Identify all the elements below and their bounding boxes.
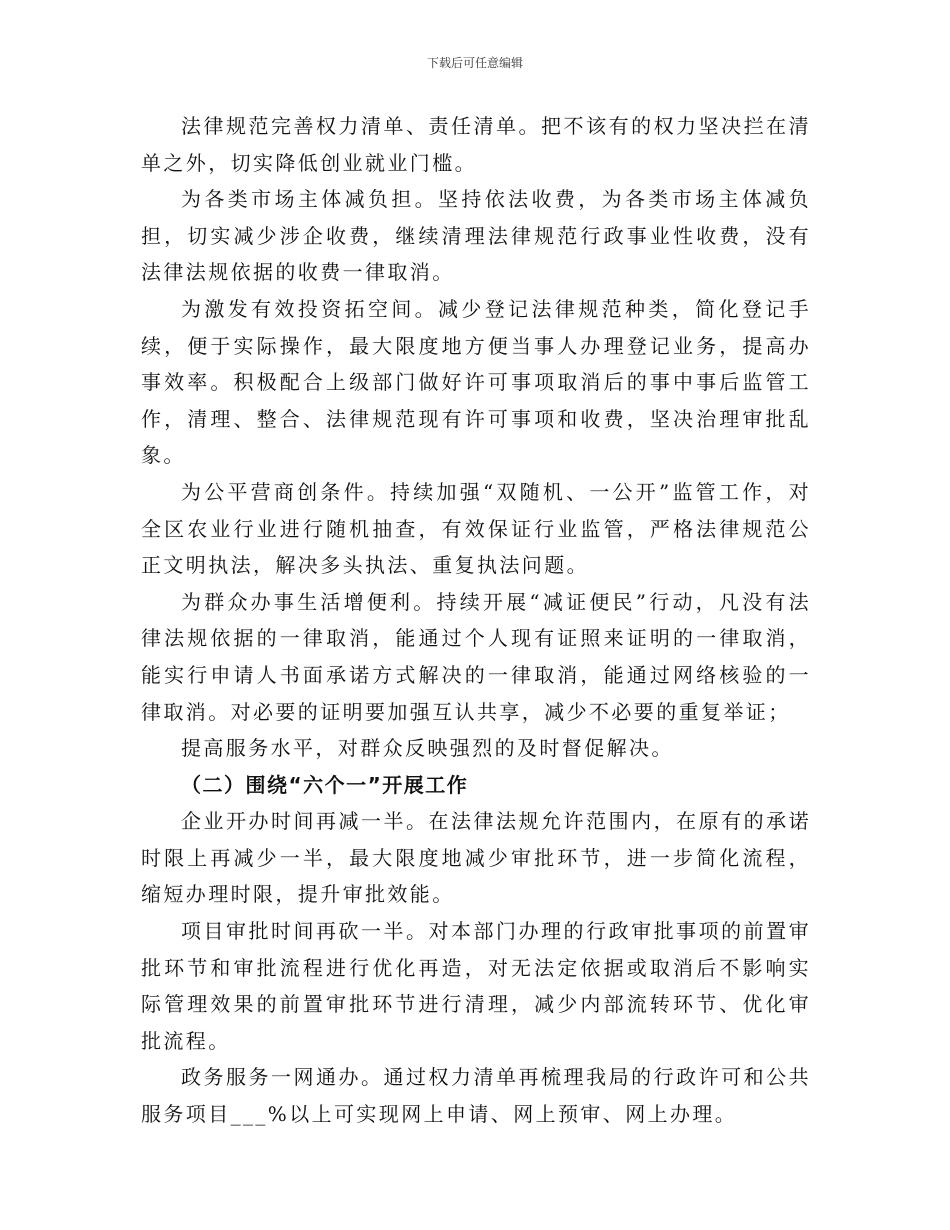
section-heading: （二）围绕“六个一”开展工作 [181, 772, 469, 797]
page-header: 下载后可任意编辑 [426, 56, 523, 70]
paragraph-service-level: 提高服务水平，对群众反映强烈的及时督促解决。 [181, 736, 674, 761]
paragraph-fair-business: 为公平营商创条件。持续加强“双随机、一公开”监管工作，对全区农业行业进行随机抽查，有效保证行业监管，严格法律规范公正文明执法，解决多头执法、重复执法问题。 [141, 479, 811, 578]
paragraph-business-startup: 企业开办时间再减一半。在法律法规允许范围内，在原有的承诺时限上再减少一半，最大限度地减少审批环节，进一步简化流程，缩短办理时限，提升审批效能。 [141, 809, 811, 907]
paragraph-power-list: 法律规范完善权力清单、责任清单。把不该有的权力坚决拦在清单之外，切实降低创业就业门槛。 [141, 114, 811, 175]
document-body [141, 108, 811, 1133]
paragraph-public-convenience: 为群众办事生活增便利。持续开展“减证便民”行动，凡没有法律法规依据的一律取消，能通过个人现有证照来证明的一律取消，能实行申请人书面承诺方式解决的一律取消，能通过网络核验的一律取消。对必要的证明要加强互认共享，减少不必要的重复举证； [141, 589, 811, 724]
paragraph-project-approval: 项目审批时间再砍一半。对本部门办理的行政审批事项的前置审批环节和审批流程进行优化再造，对无法定依据或取消后不影响实际管理效果的前置审批环节进行清理，减少内部流转环节、优化审批流程。 [141, 919, 811, 1053]
paragraph-investment-space: 为激发有效投资拓空间。减少登记法律规范种类，简化登记手续，便于实际操作，最大限度地方便当事人办理登记业务，提高办事效率。积极配合上级部门做好许可事项取消后的事中事后监管工作，清理、整合、法律规范现有许可事项和收费，坚决治理审批乱象。 [141, 296, 811, 468]
paragraph-reduce-burden: 为各类市场主体减负担。坚持依法收费，为各类市场主体减负担，切实减少涉企收费，继续清理法律规范行政事业性收费，没有法律法规依据的收费一律取消。 [141, 187, 811, 285]
paragraph-online-service: 政务服务一网通办。通过权力清单再梳理我局的行政许可和公共服务项目___%以上可实现网上申请、网上预审、网上办理。 [141, 1065, 811, 1127]
